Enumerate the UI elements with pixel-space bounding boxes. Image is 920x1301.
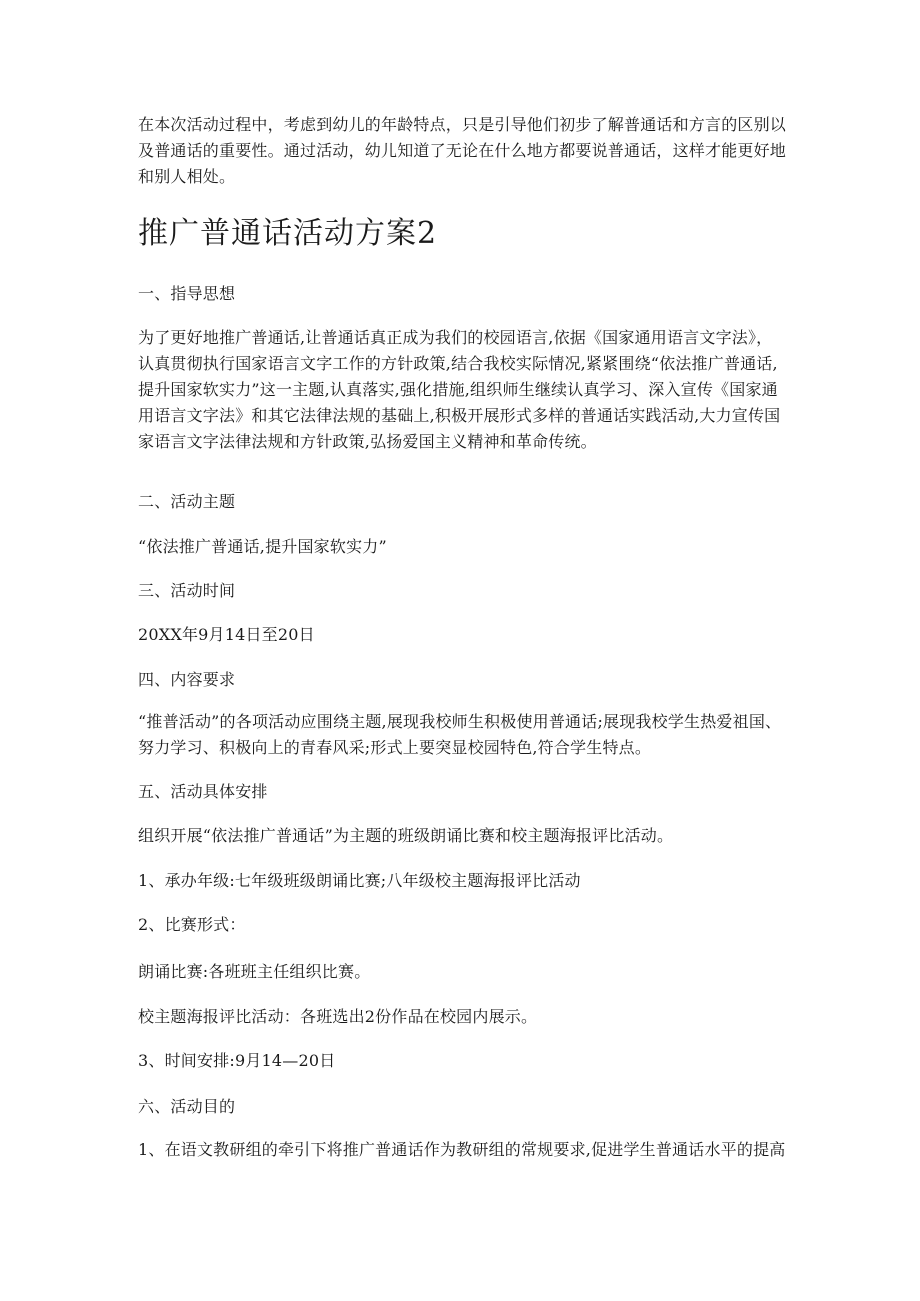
list-item-organizer: 1、承办年级:七年级班级朗诵比赛;八年级校主题海报评比活动 <box>138 871 581 890</box>
heading-content-requirements: 四、内容要求 <box>138 670 236 689</box>
paragraph-recitation: 朗诵比赛:各班班主任组织比赛。 <box>138 962 371 981</box>
list-item-purpose-1: 1、在语文教研组的牵引下将推广普通话作为教研组的常规要求,促进学生普通话水平的提高 <box>138 1140 786 1159</box>
paragraph-content-requirements: “推普活动”的各项活动应围绕主题,展现我校师生积极使用普通话;展现我校学生热爱祖国、努力学习、积极向上的青春风采;形式上要突显校园特色,符合学生特点。 <box>138 712 782 757</box>
intro-paragraph: 在本次活动过程中，考虑到幼儿的年龄特点，只是引导他们初步了解普通话和方言的区别以及普通话的重要性。通过活动，幼儿知道了无论在什么地方都要说普通话，这样才能更好地和别人相处。 <box>138 115 787 186</box>
paragraph-activity-theme: “依法推广普通话,提升国家软实力” <box>138 537 387 556</box>
paragraph-activity-time: 20XX年9月14日至20日 <box>138 625 315 644</box>
heading-guiding-ideology: 一、指导思想 <box>138 284 236 303</box>
paragraph-guiding-ideology: 为了更好地推广普通话,让普通话真正成为我们的校园语言,依据《国家通用语言文字法》，认真贯彻执行国家语言文字工作的方针政策,结合我校实际情况,紧紧围绕“依法推广普通话,提升国家软实力”这一主题,认真落实,强化措施,组织师生继续认真学习、深入宣传《国家通用语言文字法》和其它法律法规的基础上,积极开展形式多样的普通话实践活动,大力宣传国家语言文字法律法规和方针政策,弘扬爱国主义精神和革命传统。 <box>138 328 781 451</box>
heading-activity-purpose: 六、活动目的 <box>138 1097 236 1116</box>
paragraph-poster: 校主题海报评比活动：各班选出2份作品在校园内展示。 <box>138 1007 538 1026</box>
heading-activity-theme: 二、活动主题 <box>138 492 236 511</box>
document-title: 推广普通话活动方案2 <box>138 216 438 251</box>
heading-arrangement: 五、活动具体安排 <box>138 782 268 801</box>
list-item-format: 2、比赛形式： <box>138 915 246 934</box>
paragraph-arrangement: 组织开展“依法推广普通话”为主题的班级朗诵比赛和校主题海报评比活动。 <box>138 826 674 845</box>
list-item-schedule: 3、时间安排:9月14—20日 <box>138 1051 336 1070</box>
heading-activity-time: 三、活动时间 <box>138 581 236 600</box>
